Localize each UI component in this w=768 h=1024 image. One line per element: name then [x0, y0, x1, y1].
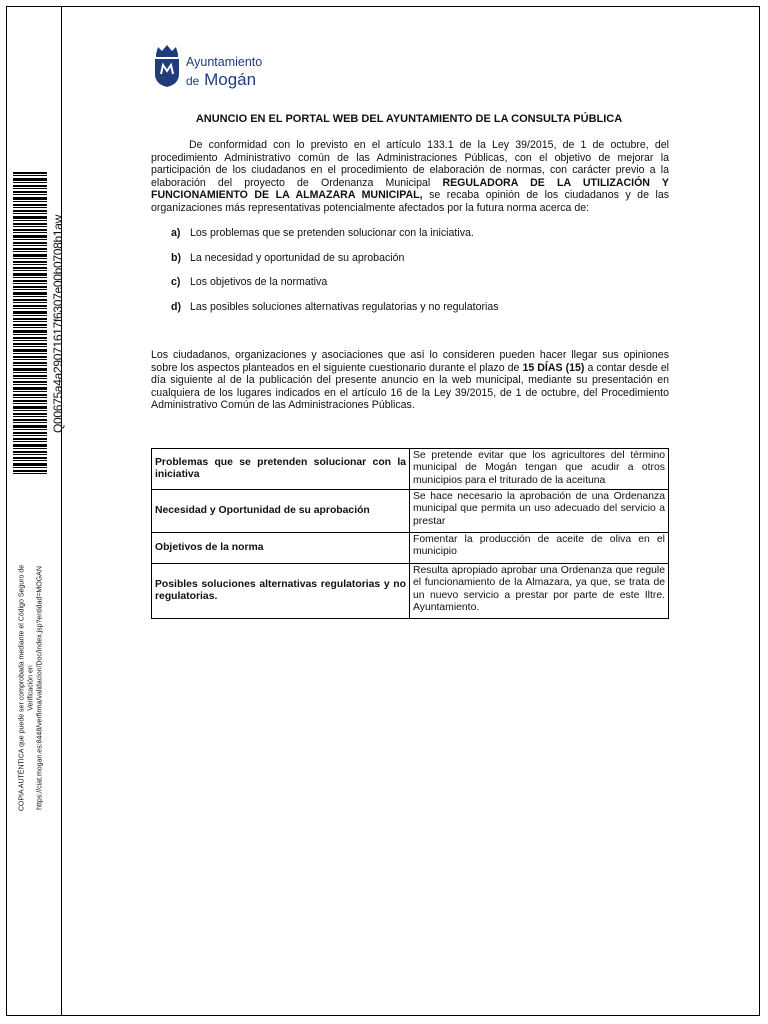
barcode — [13, 172, 47, 476]
intro-bold-text: REGULADORA DE LA UTILIZACIÓN Y FUNCIONAMIENTO DE LA ALMAZARA MUNICIPAL, — [151, 176, 669, 202]
verification-line-1: COPIA AUTÉNTICA que puede ser comprobada mediante el Código Seguro de — [18, 564, 26, 812]
list-item — [171, 276, 327, 288]
row-value: Resulta apropiado aprobar una Ordenanza que regule el funcionamiento de la Almazara, ya que, se trata de un nuevo servicio a prestar por parte de este Iltre. Ayuntamiento. — [410, 564, 669, 619]
document-title: ANUNCIO EN EL PORTAL WEB DEL AYUNTAMIENTO DE LA CONSULTA PÚBLICA — [195, 113, 623, 125]
row-value: Fomentar la producción de aceite de oliva en el municipio — [410, 533, 669, 564]
sidebar-divider — [61, 6, 62, 1016]
list-item — [171, 227, 474, 239]
intro-text-end: se recaba opinión de los ciudadanos y de las organizaciones más representativas potencialmente afectados por la futura norma acerca de: — [151, 189, 670, 214]
table-row — [152, 533, 669, 564]
table-row — [152, 449, 669, 490]
verification-url: https://ciat.mogan.es:8448/verfirma/validacion/Doc/index.jsp?entidad=MOGAN — [36, 566, 44, 810]
list-text: La necesidad y oportunidad de su aprobación — [190, 252, 405, 264]
logo-text-mogan — [186, 70, 256, 90]
row-label: Problemas que se pretenden solucionar con la iniciativa — [152, 449, 410, 490]
list-text: Los problemas que se pretenden solucionar con la iniciativa. — [190, 227, 474, 239]
barcode-code: Q00675a4a29071617f6307e00b0708b1aw — [51, 214, 65, 434]
list-letter: d) — [171, 301, 181, 313]
deadline-text: Los ciudadanos, organizaciones y asociaciones que así lo consideren pueden hacer llegar sus opiniones sobre los aspectos planteados en el siguiente cuestionario durante el plazo de — [151, 349, 669, 374]
table-row — [152, 490, 669, 533]
municipality-logo — [152, 44, 272, 90]
row-label: Objetivos de la norma — [152, 533, 410, 564]
list-letter: b) — [171, 252, 181, 264]
list-text: Las posibles soluciones alternativas regulatorias y no regulatorias — [190, 301, 499, 313]
deadline-text-end: a contar desde el día siguiente al de la publicación del presente anuncio en la web municipal, mediante su presentación en cualquiera de los lugares indicados en el artículo 16 de la Ley 39/2015, de 1 de octubre, del Procedimiento Administrativo Común de las Administraciones Públicas. — [151, 361, 670, 412]
logo-text-name: Mogán — [204, 70, 257, 89]
row-label: Necesidad y Oportunidad de su aprobación — [152, 490, 410, 533]
row-value: Se hace necesario la aprobación de una Ordenanza municipal que permita un uso adecuado del servicio a prestar — [410, 490, 669, 533]
verification-line-2: Verificación en — [27, 665, 35, 711]
list-item — [171, 301, 499, 313]
row-value: Se pretende evitar que los agricultores del término municipal de Mogán tengan que acudir a otros municipios para el triturado de la aceituna — [410, 449, 669, 490]
verification-notice — [18, 553, 45, 823]
deadline-paragraph — [151, 349, 669, 412]
logo-text-de: de — [186, 74, 200, 88]
coat-of-arms-icon — [152, 44, 182, 88]
list-letter: a) — [171, 227, 181, 239]
list-item — [171, 252, 404, 264]
intro-paragraph — [151, 139, 669, 215]
deadline-bold-text: 15 DÍAS (15) — [522, 361, 585, 374]
list-text: Los objetivos de la normativa — [190, 276, 328, 288]
table-row — [152, 564, 669, 619]
intro-text: De conformidad con lo previsto en el artículo 133.1 de la Ley 39/2015, de 1 de octubre, del procedimiento Administrativo común de las Administraciones Públicas, con el objetivo de mejorar la participación de los ciudadanos en el procedimiento de elaboración de normas, con carácter previo a la elaboración del proyecto de Ordenanza Municipal — [151, 139, 669, 189]
list-letter: c) — [171, 276, 181, 288]
questionnaire-table — [151, 448, 669, 619]
logo-text-ayuntamiento: Ayuntamiento — [186, 55, 263, 69]
row-label: Posibles soluciones alternativas regulatorias y no regulatorias. — [152, 564, 410, 619]
